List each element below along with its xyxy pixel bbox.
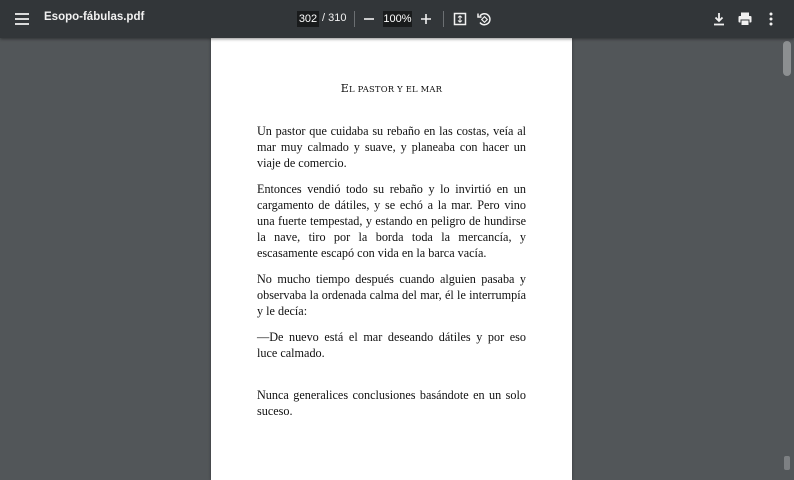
zoom-level-input[interactable]: 100% [383,13,412,25]
document-title: Esopo-fábulas.pdf [44,11,145,23]
page-number-input[interactable]: 302 [298,13,318,25]
toolbar-divider [354,11,355,27]
fit-page-icon[interactable] [448,7,472,31]
document-viewer[interactable] [0,38,794,480]
menu-icon[interactable] [10,7,34,31]
rotate-icon[interactable] [472,7,496,31]
toolbar-divider [443,11,444,27]
print-icon[interactable] [733,7,757,31]
page-count: / 310 [322,12,347,24]
paragraph: No mucho tiempo después cuando alguien pasaba y observaba la ordenada calma del mar, él le interrumpía y le decía: [257,272,526,318]
zoom-out-icon[interactable] [357,7,381,31]
scrollbar-position-marker[interactable] [784,456,790,470]
paragraph: Entonces vendió todo su rebaño y lo invirtió en un cargamento de dátiles, y se echó a la mar. Pero vino una fuerte tempestad, y estando en peligro de hundirse la nave, tiro por la borda toda la mercancía, y escasamente escapó con vida en la barca vacía. [257,182,526,260]
fable-title: EL PASTOR Y EL MAR [340,82,443,95]
paragraph: —De nuevo está el mar deseando dátiles y por eso luce calmado. [257,330,526,360]
more-vert-icon[interactable] [759,7,783,31]
pdf-page [211,38,572,480]
scrollbar-thumb[interactable] [783,41,791,76]
download-icon[interactable] [707,7,731,31]
zoom-in-icon[interactable] [414,7,438,31]
paragraph: Un pastor que cuidaba su rebaño en las costas, veía al mar muy calmado y suave, y planeaba con hacer un viaje de comercio. [257,124,526,170]
pdf-toolbar [0,0,794,38]
moral-paragraph: Nunca generalices conclusiones basándote en un solo suceso. [257,388,526,418]
scrollbar[interactable] [781,38,794,480]
